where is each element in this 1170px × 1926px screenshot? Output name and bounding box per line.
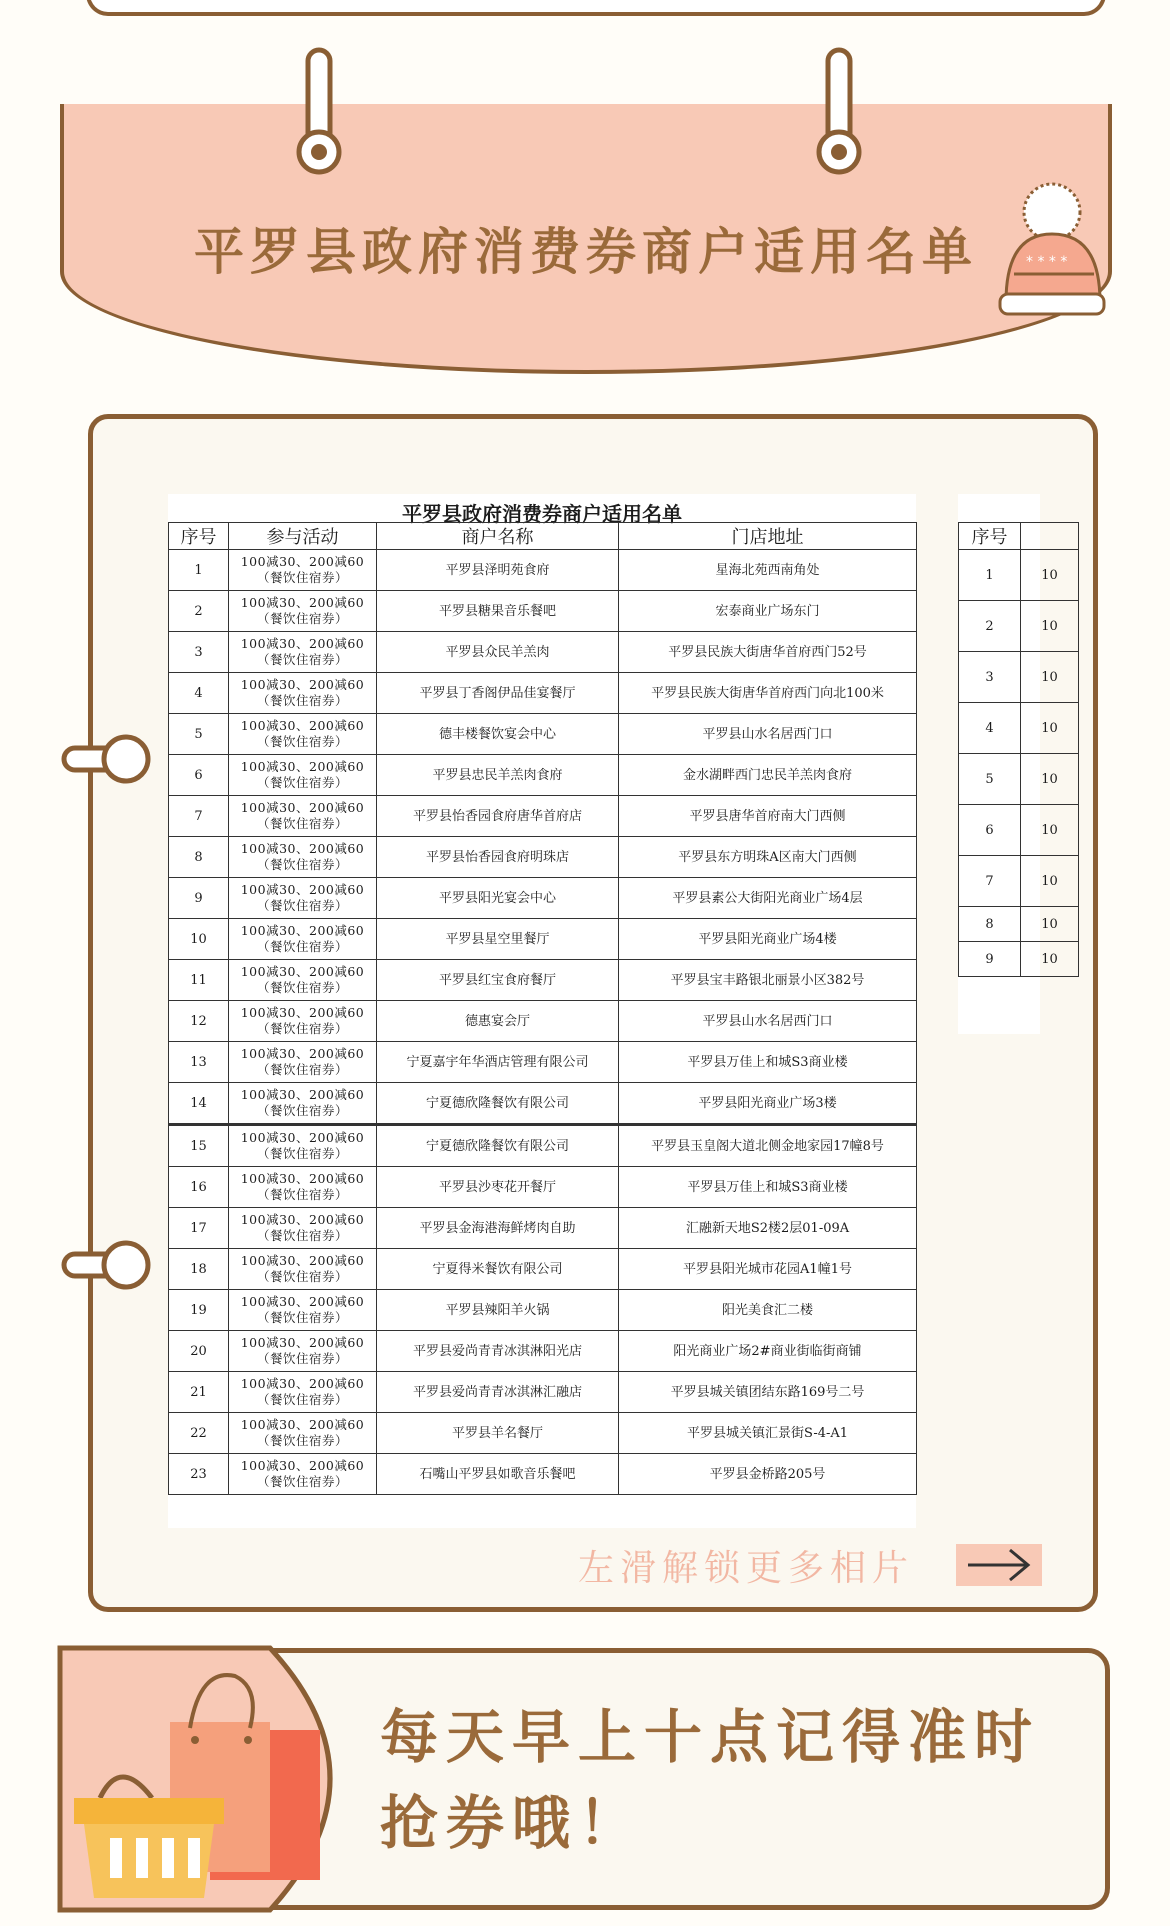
merchant-name-cell: 德惠宴会厅 [377,1001,619,1042]
table-row [169,714,917,755]
activity-cell: 100减30、200减60（餐饮住宿券） [229,919,377,960]
table-row [959,550,1079,601]
activity-cell: 100减30、200减60（餐饮住宿券） [229,673,377,714]
activity-cell: 100减30、200减60（餐饮住宿券） [229,1290,377,1331]
svg-text:* * * *: * * * * [1026,254,1068,270]
table-row [169,632,917,673]
activity-cell: 100减30、200减60（餐饮住宿券） [229,755,377,796]
merchant-name-cell: 平罗县沙枣花开餐厅 [377,1167,619,1208]
row-number-cell: 14 [169,1083,229,1125]
table-row [169,919,917,960]
column-header: 参与活动 [229,523,377,550]
table-row [959,652,1079,703]
row-number-cell: 5 [959,754,1021,805]
table-row [169,591,917,632]
activity-cell: 10 [1021,856,1079,907]
activity-cell: 100减30、200减60（餐饮住宿券） [229,1167,377,1208]
merchant-name-cell: 宁夏德欣隆餐饮有限公司 [377,1125,619,1167]
table-row [959,907,1079,942]
merchant-name-cell: 德丰楼餐饮宴会中心 [377,714,619,755]
table-row [169,755,917,796]
activity-cell: 100减30、200减60（餐饮住宿券） [229,714,377,755]
row-number-cell: 13 [169,1042,229,1083]
table-row [169,1331,917,1372]
table-row [169,1125,917,1167]
activity-cell: 10 [1021,754,1079,805]
row-number-cell: 3 [169,632,229,673]
address-cell: 平罗县阳光城市花园A1幢1号 [619,1249,917,1290]
address-cell: 平罗县城关镇汇景街S-4-A1 [619,1413,917,1454]
activity-cell: 10 [1021,601,1079,652]
activity-cell: 100减30、200减60（餐饮住宿券） [229,550,377,591]
merchant-name-cell: 宁夏德欣隆餐饮有限公司 [377,1083,619,1125]
table-row [169,1001,917,1042]
activity-cell: 100减30、200减60（餐饮住宿券） [229,1042,377,1083]
row-number-cell: 10 [169,919,229,960]
row-number-cell: 1 [169,550,229,591]
row-number-cell: 4 [959,703,1021,754]
row-number-cell: 11 [169,960,229,1001]
table-row [169,1083,917,1125]
right-hook-icon [810,46,870,176]
row-number-cell: 9 [959,942,1021,977]
merchant-name-cell: 平罗县羊名餐厅 [377,1413,619,1454]
merchant-list-photo[interactable] [168,494,916,1528]
activity-cell: 100减30、200减60（餐饮住宿券） [229,1001,377,1042]
row-number-cell: 5 [169,714,229,755]
row-number-cell: 6 [169,755,229,796]
address-cell: 星海北苑西南角处 [619,550,917,591]
activity-cell: 100减30、200减60（餐饮住宿券） [229,591,377,632]
table-row [169,1290,917,1331]
merchant-name-cell: 平罗县糖果音乐餐吧 [377,591,619,632]
merchant-name-cell: 平罗县丁香阁伊品佳宴餐厅 [377,673,619,714]
left-hook-icon [290,46,350,176]
row-number-cell: 17 [169,1208,229,1249]
table-row [169,1249,917,1290]
binder-ring-icon [60,1230,160,1300]
row-number-cell: 2 [169,591,229,632]
next-table [958,522,1079,977]
arrow-right-icon[interactable] [956,1544,1042,1586]
row-number-cell: 12 [169,1001,229,1042]
row-number-cell: 2 [959,601,1021,652]
activity-cell: 10 [1021,703,1079,754]
row-number-cell: 20 [169,1331,229,1372]
reminder-text: 每天早上十点记得准时抢券哦！ [380,1703,1041,1857]
banner-title: 平罗县政府消费券商户适用名单 [194,223,978,281]
column-header: 门店地址 [619,523,917,550]
row-number-cell: 8 [169,837,229,878]
row-number-cell: 19 [169,1290,229,1331]
knit-hat-icon [996,182,1108,322]
row-number-cell: 6 [959,805,1021,856]
address-cell: 平罗县阳光商业广场4楼 [619,919,917,960]
row-number-cell: 3 [959,652,1021,703]
address-cell: 平罗县宝丰路银北丽景小区382号 [619,960,917,1001]
row-number-cell: 23 [169,1454,229,1495]
address-cell: 平罗县山水名居西门口 [619,714,917,755]
merchant-rows [169,550,917,1495]
table-row [169,1372,917,1413]
merchant-name-cell: 平罗县红宝食府餐厅 [377,960,619,1001]
binder-ring-icon [60,724,160,794]
row-number-cell: 4 [169,673,229,714]
activity-cell: 100减30、200减60（餐饮住宿券） [229,960,377,1001]
activity-cell: 10 [1021,805,1079,856]
activity-cell: 100减30、200减60（餐饮住宿券） [229,632,377,673]
table-row [959,856,1079,907]
table-row [959,754,1079,805]
table-row [959,805,1079,856]
merchant-name-cell: 平罗县星空里餐厅 [377,919,619,960]
table-row [169,1042,917,1083]
merchant-name-cell: 平罗县爱尚青青冰淇淋阳光店 [377,1331,619,1372]
row-number-cell: 16 [169,1167,229,1208]
row-number-cell: 1 [959,550,1021,601]
column-header: 商户名称 [377,523,619,550]
activity-cell: 10 [1021,942,1079,977]
table-row [169,1413,917,1454]
address-cell: 金水湖畔西门忠民羊羔肉食府 [619,755,917,796]
address-cell: 平罗县金桥路205号 [619,1454,917,1495]
merchant-name-cell: 平罗县泽明苑食府 [377,550,619,591]
table-row [959,703,1079,754]
table-row [169,1167,917,1208]
table-row [169,878,917,919]
merchant-name-cell: 平罗县辣阳羊火锅 [377,1290,619,1331]
address-cell: 平罗县山水名居西门口 [619,1001,917,1042]
activity-cell: 100减30、200减60（餐饮住宿券） [229,837,377,878]
merchant-name-cell: 平罗县爱尚青青冰淇淋汇融店 [377,1372,619,1413]
column-header: 序号 [959,523,1021,550]
activity-cell: 10 [1021,550,1079,601]
address-cell: 平罗县万佳上和城S3商业楼 [619,1042,917,1083]
table-row [169,796,917,837]
address-cell: 平罗县素公大街阳光商业广场4层 [619,878,917,919]
merchant-name-cell: 平罗县怡香园食府唐华首府店 [377,796,619,837]
activity-cell: 100减30、200减60（餐饮住宿券） [229,878,377,919]
address-cell: 宏泰商业广场东门 [619,591,917,632]
row-number-cell: 21 [169,1372,229,1413]
merchant-name-cell: 平罗县阳光宴会中心 [377,878,619,919]
row-number-cell: 7 [169,796,229,837]
address-cell: 平罗县东方明珠A区南大门西侧 [619,837,917,878]
merchant-name-cell: 宁夏嘉宇年华酒店管理有限公司 [377,1042,619,1083]
activity-cell: 100减30、200减60（餐饮住宿券） [229,1413,377,1454]
address-cell: 阳光美食汇二楼 [619,1290,917,1331]
address-cell: 平罗县阳光商业广场3楼 [619,1083,917,1125]
address-cell: 平罗县民族大街唐华首府西门向北100米 [619,673,917,714]
swipe-hint: 左滑解锁更多相片 [578,1548,915,1589]
shopping-bag-basket-icon [60,1648,390,1910]
table-row [169,1454,917,1495]
document-title: 平罗县政府消费券商户适用名单 [402,502,682,526]
activity-cell: 10 [1021,907,1079,942]
merchant-name-cell: 平罗县众民羊羔肉 [377,632,619,673]
activity-cell: 10 [1021,652,1079,703]
next-rows [959,550,1079,977]
activity-cell: 100减30、200减60（餐饮住宿券） [229,1331,377,1372]
row-number-cell: 9 [169,878,229,919]
activity-cell: 100减30、200减60（餐饮住宿券） [229,1208,377,1249]
row-number-cell: 22 [169,1413,229,1454]
address-cell: 平罗县民族大街唐华首府西门52号 [619,632,917,673]
row-number-cell: 15 [169,1125,229,1167]
activity-cell: 100减30、200减60（餐饮住宿券） [229,1454,377,1495]
address-cell: 平罗县城关镇团结东路169号二号 [619,1372,917,1413]
activity-cell: 100减30、200减60（餐饮住宿券） [229,1125,377,1167]
merchant-table [168,522,917,1495]
table-row [959,942,1079,977]
table-row [169,550,917,591]
column-header: 序号 [169,523,229,550]
activity-cell: 100减30、200减60（餐饮住宿券） [229,1083,377,1125]
table-row [169,673,917,714]
previous-card-edge [86,0,1106,16]
next-photo-preview[interactable] [958,494,1058,1034]
activity-cell: 100减30、200减60（餐饮住宿券） [229,796,377,837]
table-header-row [169,523,917,550]
table-row [959,601,1079,652]
address-cell: 阳光商业广场2#商业街临街商铺 [619,1331,917,1372]
merchant-name-cell: 石嘴山平罗县如歌音乐餐吧 [377,1454,619,1495]
address-cell: 平罗县万佳上和城S3商业楼 [619,1167,917,1208]
merchant-name-cell: 平罗县金海港海鲜烤肉自助 [377,1208,619,1249]
address-cell: 平罗县唐华首府南大门西侧 [619,796,917,837]
table-row [169,1208,917,1249]
row-number-cell: 8 [959,907,1021,942]
address-cell: 汇融新天地S2楼2层01-09A [619,1208,917,1249]
merchant-name-cell: 平罗县怡香园食府明珠店 [377,837,619,878]
table-row [169,837,917,878]
row-number-cell: 7 [959,856,1021,907]
activity-cell: 100减30、200减60（餐饮住宿券） [229,1372,377,1413]
activity-cell: 100减30、200减60（餐饮住宿券） [229,1249,377,1290]
merchant-name-cell: 平罗县忠民羊羔肉食府 [377,755,619,796]
merchant-name-cell: 宁夏得米餐饮有限公司 [377,1249,619,1290]
address-cell: 平罗县玉皇阁大道北侧金地家园17幢8号 [619,1125,917,1167]
table-row [169,960,917,1001]
row-number-cell: 18 [169,1249,229,1290]
